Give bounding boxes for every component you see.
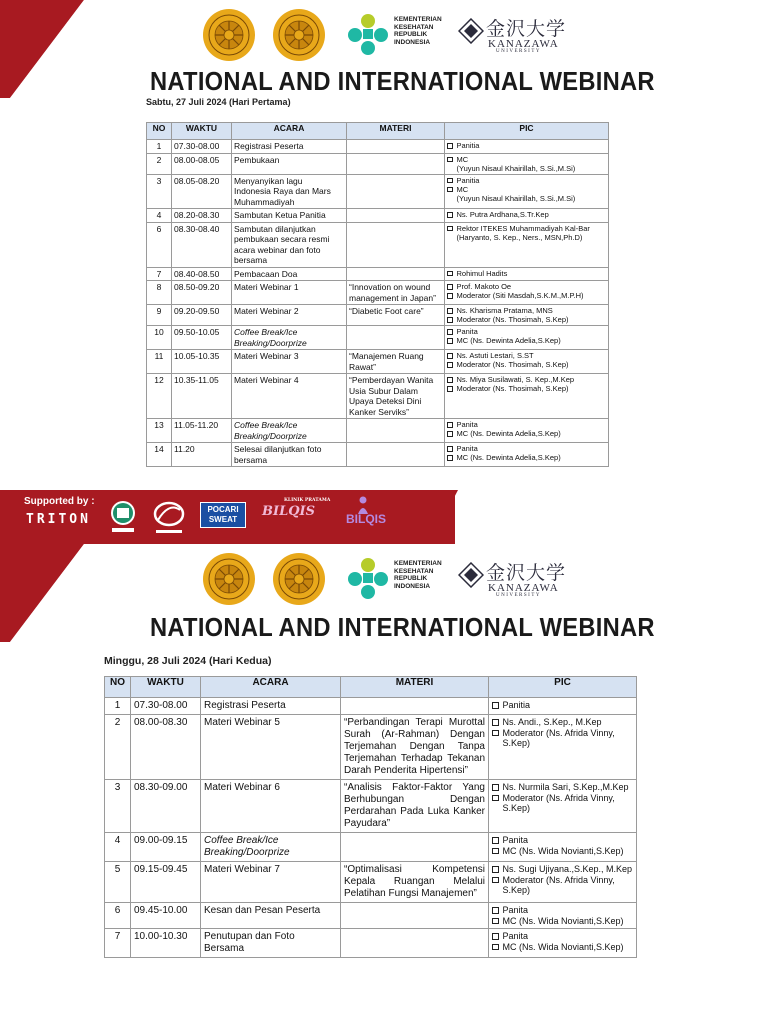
page-title: NATIONAL AND INTERNATIONAL WEBINAR (150, 68, 655, 96)
corner-decoration (0, 544, 100, 644)
pic-text: Panita (502, 905, 529, 915)
cell-no: 11 (147, 350, 172, 374)
cell-waktu: 09.15-09.45 (131, 862, 201, 903)
pic-item (447, 306, 606, 315)
kemenkes-logo (346, 12, 456, 58)
cell-pic (445, 305, 609, 326)
checkbox-bullet-icon (492, 730, 499, 737)
kanazawa-cjk-text: 金沢大学 (486, 18, 567, 40)
table-row (147, 305, 609, 326)
cell-no: 1 (105, 698, 131, 715)
bilqis-logo-2: BILQIS (346, 512, 387, 526)
checkbox-bullet-icon (447, 353, 453, 359)
kanazawa-sub-text: UNIVERSITY (496, 49, 541, 54)
pic-item (492, 905, 633, 916)
kemenkes-emblem-icon (346, 12, 392, 58)
table-row (147, 419, 609, 443)
cell-waktu: 11.20 (172, 443, 232, 467)
pic-text: MC (Yuyun Nisaul Khairillah, S.Si.,M.Si) (456, 184, 576, 203)
cell-materi (347, 222, 445, 267)
cell-waktu: 09.50-10.05 (172, 326, 232, 350)
pic-text: MC (Yuyun Nisaul Khairillah, S.Si.,M.Si) (456, 154, 576, 173)
cell-no: 14 (147, 443, 172, 467)
table-row (147, 350, 609, 374)
cell-no: 7 (147, 267, 172, 281)
cell-pic (445, 374, 609, 419)
pic-text: MC (Ns. Dewinta Adelia,S.Kep) (456, 429, 561, 438)
pic-text: Panitia (456, 141, 480, 150)
pic-text: MC (Ns. Wida Novianti,S.Kep) (502, 941, 624, 952)
pic-item (492, 916, 633, 927)
cell-no: 6 (147, 222, 172, 267)
pic-text: Rohimul Hadits (456, 268, 508, 278)
cell-no: 12 (147, 374, 172, 419)
pic-item (492, 835, 633, 846)
cell-no: 1 (147, 140, 172, 154)
cell-acara: Coffee Break/Ice Breaking/Doorprize (232, 419, 347, 443)
pic-item (492, 782, 633, 793)
checkbox-bullet-icon (447, 271, 453, 277)
pic-item (492, 875, 633, 896)
cell-materi: “Analisis Faktor-Faktor Yang Berhubungan Dengan Perdarahan Pada Luka Kanker Payudara” (341, 780, 489, 833)
checkbox-bullet-icon (447, 293, 453, 299)
pic-text: Panitia (456, 175, 480, 185)
pic-text: MC (Ns. Wida Novianti,S.Kep) (502, 845, 624, 856)
cell-acara: Sambutan Ketua Panitia (232, 209, 347, 223)
table-row (105, 833, 637, 862)
page-title: NATIONAL AND INTERNATIONAL WEBINAR (150, 614, 655, 642)
pic-item (447, 351, 606, 360)
triton-logo: TRITON (26, 512, 91, 527)
cell-waktu: 08.20-08.30 (172, 209, 232, 223)
checkbox-bullet-icon (492, 702, 499, 709)
cell-acara: Materi Webinar 3 (232, 350, 347, 374)
cell-materi (347, 209, 445, 223)
table-row (147, 267, 609, 281)
cell-no: 9 (147, 305, 172, 326)
pic-text: Ns. Andi., S.Kep., M.Kep (502, 717, 602, 727)
sponsor-banner (0, 490, 768, 544)
cell-no: 3 (147, 174, 172, 209)
banner-edge (430, 490, 458, 544)
header-waktu: WAKTU (172, 123, 232, 140)
pic-text: Moderator (Ns. Afrida Vinny, S.Kep) (502, 792, 615, 813)
pic-item (447, 429, 606, 438)
pic-item (447, 336, 606, 345)
cell-pic (445, 209, 609, 223)
cell-materi (347, 153, 445, 174)
kemenkes-text: KEMENTERIAN KESEHATAN REPUBLIK INDONESIA (394, 560, 442, 590)
cell-pic (445, 326, 609, 350)
table-row (105, 929, 637, 958)
cell-acara: Materi Webinar 7 (201, 862, 341, 903)
header-no: NO (147, 123, 172, 140)
pocari-sweat-logo (200, 502, 246, 528)
checkbox-bullet-icon (492, 907, 499, 914)
cell-acara: Materi Webinar 6 (201, 780, 341, 833)
cell-materi: “Manajemen Ruang Rawat” (347, 350, 445, 374)
checkbox-bullet-icon (447, 212, 453, 218)
table-row (147, 174, 609, 209)
pic-text: Ns. Astuti Lestari, S.ST (456, 351, 534, 360)
table-header-row (147, 123, 609, 140)
cell-waktu: 10.05-10.35 (172, 350, 232, 374)
checkbox-bullet-icon (492, 719, 499, 726)
checkbox-bullet-icon (492, 837, 499, 844)
cell-no: 6 (105, 903, 131, 929)
header-materi: MATERI (341, 677, 489, 698)
sponsor-emblem-logo (108, 498, 138, 536)
cell-pic (489, 903, 637, 929)
pic-text: MC (Ns. Wida Novianti,S.Kep) (502, 915, 624, 926)
header-materi: MATERI (347, 123, 445, 140)
pic-item (447, 375, 606, 384)
checkbox-bullet-icon (447, 308, 453, 314)
cell-waktu: 08.30-08.40 (172, 222, 232, 267)
cell-pic (445, 174, 609, 209)
cell-no: 10 (147, 326, 172, 350)
pic-text: Moderator (Siti Masdah,S.K.M.,M.P.H) (456, 291, 584, 300)
cell-materi: “Diabetic Foot care” (347, 305, 445, 326)
pic-text: Moderator (Ns. Thosimah, S.Kep) (456, 315, 569, 324)
table-row (105, 698, 637, 715)
kemenkes-logo (346, 556, 456, 602)
checkbox-bullet-icon (492, 933, 499, 940)
header-acara: ACARA (232, 123, 347, 140)
cell-waktu: 09.20-09.50 (172, 305, 232, 326)
pic-text: Panita (456, 420, 478, 429)
pic-text: Moderator (Ns. Afrida Vinny, S.Kep) (502, 874, 615, 895)
table-row (105, 780, 637, 833)
pic-item (447, 269, 606, 278)
checkbox-bullet-icon (447, 377, 453, 383)
cell-materi (347, 174, 445, 209)
cell-pic (445, 140, 609, 154)
cell-pic (445, 222, 609, 267)
checkbox-bullet-icon (447, 386, 453, 392)
checkbox-bullet-icon (447, 284, 453, 290)
table-row (147, 281, 609, 305)
table-row (147, 443, 609, 467)
day2-schedule-table (104, 676, 637, 958)
checkbox-bullet-icon (447, 329, 453, 335)
checkbox-bullet-icon (447, 143, 453, 149)
cell-waktu: 11.05-11.20 (172, 419, 232, 443)
checkbox-bullet-icon (447, 446, 453, 452)
klinik-pratama-text: KLINIK PRATAMA (284, 498, 331, 503)
pic-text: Panita (456, 327, 478, 336)
pic-item (447, 384, 606, 393)
header-pic: PIC (489, 677, 637, 698)
cell-acara: Materi Webinar 4 (232, 374, 347, 419)
cell-materi (347, 267, 445, 281)
pic-text: Panita (456, 444, 478, 453)
cell-acara: Penutupan dan Foto Bersama (201, 929, 341, 958)
cell-waktu: 08.00-08.05 (172, 153, 232, 174)
cell-no: 5 (105, 862, 131, 903)
table-row (147, 153, 609, 174)
pic-text: Prof. Makoto Oe (456, 282, 512, 291)
muhammadiyah-seal-logo (272, 552, 326, 606)
cell-materi (341, 698, 489, 715)
kanazawa-university-logo (458, 560, 568, 602)
pic-item (492, 700, 633, 711)
pic-item (492, 717, 633, 728)
checkbox-bullet-icon (447, 157, 453, 163)
kanazawa-en-text: KANAZAWA (488, 582, 559, 594)
checkbox-bullet-icon (492, 918, 499, 925)
cell-no: 8 (147, 281, 172, 305)
header-logos (200, 8, 580, 64)
cell-materi (341, 833, 489, 862)
pic-text: Panita (502, 835, 529, 845)
cell-no: 4 (147, 209, 172, 223)
pic-item (447, 327, 606, 336)
pic-item (492, 846, 633, 857)
checkbox-bullet-icon (447, 431, 453, 437)
pic-text: Ns. Nurmila Sari, S.Kep.,M.Kep (502, 782, 629, 792)
cell-pic (445, 419, 609, 443)
kanazawa-cjk-text: 金沢大学 (486, 562, 567, 584)
cell-waktu: 09.45-10.00 (131, 903, 201, 929)
cell-pic (489, 780, 637, 833)
pic-item (447, 224, 606, 242)
supported-by-label: Supported by : (24, 496, 95, 507)
cell-waktu: 09.00-09.15 (131, 833, 201, 862)
pic-text: Moderator (Ns. Afrida Vinny, S.Kep) (502, 727, 615, 748)
cell-materi (347, 443, 445, 467)
header-acara: ACARA (201, 677, 341, 698)
cell-acara: Registrasi Peserta (232, 140, 347, 154)
day1-schedule-table (146, 122, 609, 467)
cell-waktu: 07.30-08.00 (131, 698, 201, 715)
cell-waktu: 08.40-08.50 (172, 267, 232, 281)
bilqis-text: BILQIS (262, 504, 316, 519)
klinik-bilqis-logo (262, 498, 331, 519)
cell-materi (341, 929, 489, 958)
cell-no: 4 (105, 833, 131, 862)
pic-text: Moderator (Ns. Thosimah, S.Kep) (456, 384, 569, 393)
cell-acara: Sambutan dilanjutkan pembukaan secara resmi acara webinar dan foto bersama (232, 222, 347, 267)
pic-text: Ns. Putra Ardhana,S.Tr.Kep (456, 210, 549, 219)
pic-text: MC (Ns. Dewinta Adelia,S.Kep) (456, 336, 561, 345)
checkbox-bullet-icon (447, 178, 453, 184)
cell-materi: “Perbandingan Terapi Murottal Surah (Ar-Rahman) Dengan Terjemahan Dengan Tanpa Terjemahan Terhadap Tekanan Darah Penderita Hipertensi” (341, 715, 489, 780)
checkbox-bullet-icon (492, 848, 499, 855)
checkbox-bullet-icon (447, 317, 453, 323)
cell-acara: Menyanyikan lagu Indonesia Raya dan Mars Muhammadiyah (232, 174, 347, 209)
cell-waktu: 08.30-09.00 (131, 780, 201, 833)
cell-waktu: 08.00-08.30 (131, 715, 201, 780)
day1-date: Sabtu, 27 Juli 2024 (Hari Pertama) (146, 97, 291, 107)
pic-text: Rektor ITEKES Muhammadiyah Kal-Bar (Haryanto, S. Kep., Ners., MSN,Ph.D) (456, 223, 590, 242)
pic-item (492, 864, 633, 875)
schedule-page-day1 (0, 0, 768, 490)
checkbox-bullet-icon (492, 877, 499, 884)
checkbox-bullet-icon (447, 187, 453, 193)
kanazawa-university-logo (458, 16, 568, 58)
cell-materi: “Innovation on wound management in Japan” (347, 281, 445, 305)
header-waktu: WAKTU (131, 677, 201, 698)
cell-acara: Pembacaan Doa (232, 267, 347, 281)
header-logos (200, 552, 580, 608)
cell-no: 2 (147, 153, 172, 174)
cell-materi (347, 419, 445, 443)
table-row (105, 903, 637, 929)
pocari-text: POCARI SWEAT (207, 505, 239, 524)
kanazawa-en-text: KANAZAWA (488, 38, 559, 50)
table-row (147, 209, 609, 223)
pic-item (447, 360, 606, 369)
cell-no: 13 (147, 419, 172, 443)
table-row (147, 222, 609, 267)
table-header-row (105, 677, 637, 698)
pic-item (492, 942, 633, 953)
university-seal-logo (202, 8, 256, 62)
pic-item (447, 315, 606, 324)
cell-materi (347, 326, 445, 350)
cell-pic (445, 267, 609, 281)
cell-materi (347, 140, 445, 154)
cell-pic (489, 698, 637, 715)
table-row (105, 715, 637, 780)
cell-pic (445, 350, 609, 374)
checkbox-bullet-icon (492, 784, 499, 791)
pic-text: Ns. Miya Susilawati, S. Kep.,M.Kep (456, 375, 575, 384)
pic-item (447, 444, 606, 453)
cell-acara: Kesan dan Pesan Peserta (201, 903, 341, 929)
cell-pic (445, 281, 609, 305)
table-row (147, 326, 609, 350)
cell-acara: Coffee Break/Ice Breaking/Doorprize (232, 326, 347, 350)
kanazawa-emblem-icon (458, 18, 484, 44)
checkbox-bullet-icon (447, 338, 453, 344)
pic-item (492, 728, 633, 749)
cell-waktu: 07.30-08.00 (172, 140, 232, 154)
table-row (147, 374, 609, 419)
pic-text: MC (Ns. Dewinta Adelia,S.Kep) (456, 453, 561, 462)
day2-date: Minggu, 28 Juli 2024 (Hari Kedua) (104, 655, 272, 667)
pic-item (447, 141, 606, 150)
pic-item (447, 420, 606, 429)
checkbox-bullet-icon (492, 866, 499, 873)
cell-materi: “Pemberdayan Wanita Usia Subur Dalam Upaya Deteksi Dini Kanker Serviks” (347, 374, 445, 419)
cell-pic (489, 929, 637, 958)
cell-pic (489, 833, 637, 862)
cell-acara: Selesai dilanjutkan foto bersama (232, 443, 347, 467)
checkbox-bullet-icon (447, 362, 453, 368)
checkbox-bullet-icon (492, 944, 499, 951)
cell-pic (489, 715, 637, 780)
kanazawa-emblem-icon (458, 562, 484, 588)
pic-item (447, 282, 606, 291)
cell-no: 2 (105, 715, 131, 780)
pic-item (492, 931, 633, 942)
checkbox-bullet-icon (447, 226, 453, 232)
pic-item (447, 155, 606, 173)
cell-acara: Registrasi Peserta (201, 698, 341, 715)
pic-item (447, 185, 606, 203)
header-pic: PIC (445, 123, 609, 140)
cell-acara: Materi Webinar 5 (201, 715, 341, 780)
pic-text: Ns. Kharisma Pratama, MNS (456, 306, 553, 315)
university-seal-logo (202, 552, 256, 606)
cell-no: 7 (105, 929, 131, 958)
cell-no: 3 (105, 780, 131, 833)
cell-pic (489, 862, 637, 903)
pic-item (447, 176, 606, 185)
cell-pic (445, 153, 609, 174)
kanazawa-sub-text: UNIVERSITY (496, 593, 541, 598)
cell-acara: Coffee Break/Ice Breaking/Doorprize (201, 833, 341, 862)
pic-text: Panita (502, 931, 529, 941)
table-row (147, 140, 609, 154)
cell-waktu: 10.00-10.30 (131, 929, 201, 958)
pic-item (447, 291, 606, 300)
pic-text: Panitia (502, 700, 531, 710)
cell-materi (341, 903, 489, 929)
kemenkes-emblem-icon (346, 556, 392, 602)
kemenkes-text: KEMENTERIAN KESEHATAN REPUBLIK INDONESIA (394, 16, 442, 46)
pic-item (492, 793, 633, 814)
cell-waktu: 10.35-11.05 (172, 374, 232, 419)
cell-acara: Pembukaan (232, 153, 347, 174)
checkbox-bullet-icon (492, 795, 499, 802)
cell-materi: “Optimalisasi Kompetensi Kepala Ruangan Melalui Pelatihan Fungsi Manajemen” (341, 862, 489, 903)
pic-item (447, 453, 606, 462)
corner-decoration (0, 0, 100, 100)
pic-text: Ns. Sugi Ujiyana.,S.Kep., M.Kep (502, 864, 633, 874)
cell-acara: Materi Webinar 2 (232, 305, 347, 326)
pic-text: Moderator (Ns. Thosimah, S.Kep) (456, 360, 569, 369)
cell-acara: Materi Webinar 1 (232, 281, 347, 305)
cell-pic (445, 443, 609, 467)
checkbox-bullet-icon (447, 422, 453, 428)
sponsor-swirl-logo (150, 498, 188, 536)
pic-item (447, 210, 606, 219)
cell-waktu: 08.05-08.20 (172, 174, 232, 209)
schedule-page-day2 (0, 544, 768, 1024)
checkbox-bullet-icon (447, 455, 453, 461)
muhammadiyah-seal-logo (272, 8, 326, 62)
cell-waktu: 08.50-09.20 (172, 281, 232, 305)
table-row (105, 862, 637, 903)
header-no: NO (105, 677, 131, 698)
